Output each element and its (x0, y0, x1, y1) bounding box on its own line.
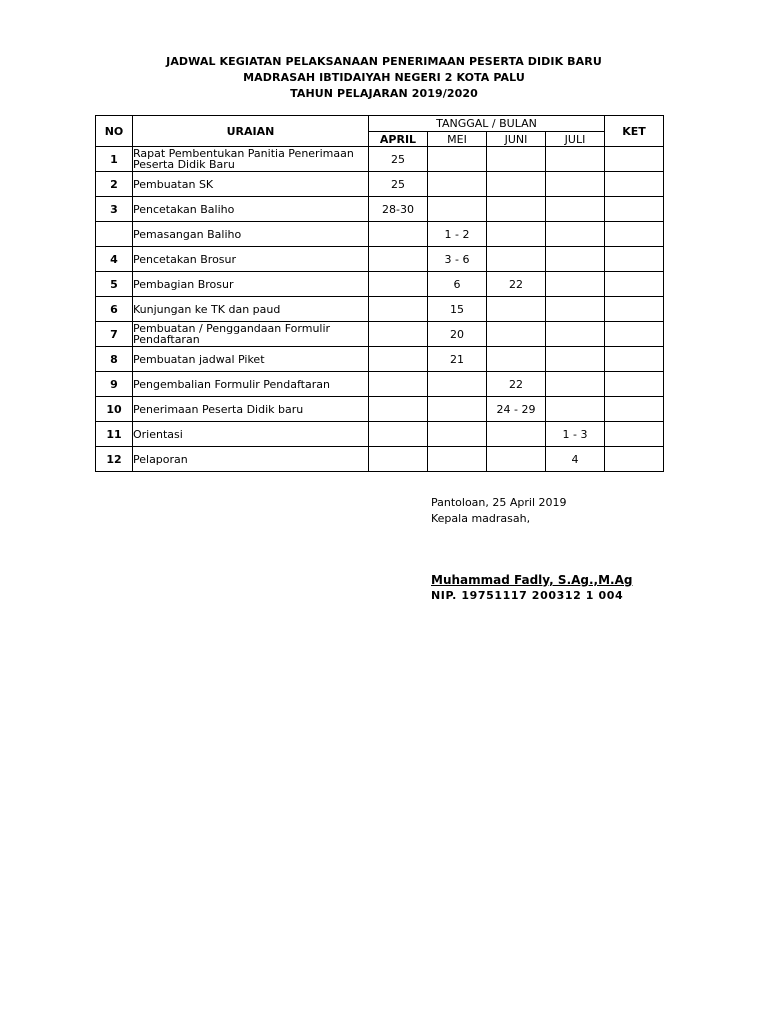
table-row (96, 172, 664, 197)
row-ket (605, 272, 664, 297)
table-row (96, 147, 664, 172)
row-date-mei: 20 (428, 322, 487, 347)
row-date-april: 25 (369, 147, 428, 172)
title-line-2: MADRASAH IBTIDAIYAH NEGERI 2 KOTA PALU (243, 71, 525, 84)
row-date-april (369, 447, 428, 472)
row-uraian: Pencetakan Baliho (133, 197, 369, 222)
title-line-3: TAHUN PELAJARAN 2019/2020 (290, 87, 478, 100)
row-date-juli (546, 197, 605, 222)
row-number: 8 (96, 347, 133, 372)
row-uraian: Pengembalian Formulir Pendaftaran (133, 372, 369, 397)
signature-name: Muhammad Fadly, S.Ag.,M.Ag (431, 573, 633, 587)
row-ket (605, 322, 664, 347)
row-uraian: Penerimaan Peserta Didik baru (133, 397, 369, 422)
row-date-mei (428, 372, 487, 397)
row-number: 4 (96, 247, 133, 272)
row-date-mei: 3 - 6 (428, 247, 487, 272)
header-uraian: URAIAN (133, 116, 369, 147)
row-date-mei (428, 447, 487, 472)
table-row (96, 247, 664, 272)
row-uraian: Pembuatan jadwal Piket (133, 347, 369, 372)
row-date-juli (546, 247, 605, 272)
row-date-juli (546, 372, 605, 397)
row-ket (605, 222, 664, 247)
table-header-row (96, 116, 664, 132)
row-number: 10 (96, 397, 133, 422)
row-number: 1 (96, 147, 133, 172)
row-date-juni: 22 (487, 272, 546, 297)
table-row (96, 197, 664, 222)
row-ket (605, 397, 664, 422)
row-date-april (369, 297, 428, 322)
row-date-juni: 24 - 29 (487, 397, 546, 422)
row-number: 11 (96, 422, 133, 447)
row-number: 7 (96, 322, 133, 347)
row-uraian: Pembuatan SK (133, 172, 369, 197)
row-date-juli (546, 147, 605, 172)
row-date-juli (546, 347, 605, 372)
row-uraian: Rapat Pembentukan Panitia Penerimaan Peserta Didik Baru (133, 147, 369, 172)
row-date-juni (487, 172, 546, 197)
row-date-juli (546, 222, 605, 247)
row-date-juli: 1 - 3 (546, 422, 605, 447)
row-number: 12 (96, 447, 133, 472)
table-row (96, 272, 664, 297)
row-ket (605, 422, 664, 447)
row-uraian: Pelaporan (133, 447, 369, 472)
table-row (96, 447, 664, 472)
row-date-mei (428, 197, 487, 222)
schedule-table (95, 115, 664, 472)
row-date-juli (546, 397, 605, 422)
row-date-juni (487, 197, 546, 222)
table-row (96, 372, 664, 397)
row-number: 2 (96, 172, 133, 197)
row-date-april (369, 322, 428, 347)
row-uraian: Pencetakan Brosur (133, 247, 369, 272)
row-ket (605, 447, 664, 472)
row-date-juni: 22 (487, 372, 546, 397)
row-uraian: Orientasi (133, 422, 369, 447)
row-number: 3 (96, 197, 133, 222)
row-uraian: Pemasangan Baliho (133, 222, 369, 247)
row-date-juni (487, 347, 546, 372)
row-uraian: Pembagian Brosur (133, 272, 369, 297)
row-date-juni (487, 147, 546, 172)
row-date-mei (428, 172, 487, 197)
row-ket (605, 347, 664, 372)
row-date-mei: 1 - 2 (428, 222, 487, 247)
row-date-april (369, 422, 428, 447)
table-row (96, 322, 664, 347)
row-date-mei: 6 (428, 272, 487, 297)
signature-role: Kepala madrasah, (431, 512, 531, 525)
row-date-juni (487, 247, 546, 272)
document-header (0, 54, 768, 102)
row-date-mei (428, 422, 487, 447)
row-date-juni (487, 222, 546, 247)
table-row (96, 297, 664, 322)
row-ket (605, 197, 664, 222)
header-month-mei: MEI (428, 132, 487, 147)
row-date-mei (428, 147, 487, 172)
table-body (96, 147, 664, 472)
row-date-april (369, 247, 428, 272)
row-number: 6 (96, 297, 133, 322)
header-month-juli: JULI (546, 132, 605, 147)
row-date-april (369, 347, 428, 372)
row-date-mei: 15 (428, 297, 487, 322)
row-date-april: 25 (369, 172, 428, 197)
row-date-juni (487, 322, 546, 347)
header-month-juni: JUNI (487, 132, 546, 147)
header-ket: KET (605, 116, 664, 147)
row-number: 9 (96, 372, 133, 397)
signature-place-date: Pantoloan, 25 April 2019 (431, 496, 567, 509)
row-number: 5 (96, 272, 133, 297)
row-ket (605, 372, 664, 397)
table-row (96, 347, 664, 372)
row-date-juni (487, 447, 546, 472)
table-row (96, 222, 664, 247)
row-number (96, 222, 133, 247)
row-date-juni (487, 422, 546, 447)
row-date-april (369, 372, 428, 397)
row-date-april (369, 222, 428, 247)
header-month-april: APRIL (369, 132, 428, 147)
table-row (96, 397, 664, 422)
signature-nip: NIP. 19751117 200312 1 004 (431, 589, 624, 602)
row-ket (605, 247, 664, 272)
row-date-juli (546, 297, 605, 322)
header-no: NO (96, 116, 133, 147)
row-date-mei: 21 (428, 347, 487, 372)
row-date-april (369, 397, 428, 422)
row-ket (605, 147, 664, 172)
table-row (96, 422, 664, 447)
row-uraian: Kunjungan ke TK dan paud (133, 297, 369, 322)
row-date-juli (546, 322, 605, 347)
row-uraian: Pembuatan / Penggandaan Formulir Pendaftaran (133, 322, 369, 347)
row-date-juni (487, 297, 546, 322)
row-date-april (369, 272, 428, 297)
row-date-juli (546, 272, 605, 297)
row-date-mei (428, 397, 487, 422)
row-ket (605, 297, 664, 322)
row-date-juli: 4 (546, 447, 605, 472)
header-tanggal-bulan: TANGGAL / BULAN (369, 116, 605, 132)
row-ket (605, 172, 664, 197)
row-date-juli (546, 172, 605, 197)
row-date-april: 28-30 (369, 197, 428, 222)
title-line-1: JADWAL KEGIATAN PELAKSANAAN PENERIMAAN PESERTA DIDIK BARU (166, 55, 602, 68)
